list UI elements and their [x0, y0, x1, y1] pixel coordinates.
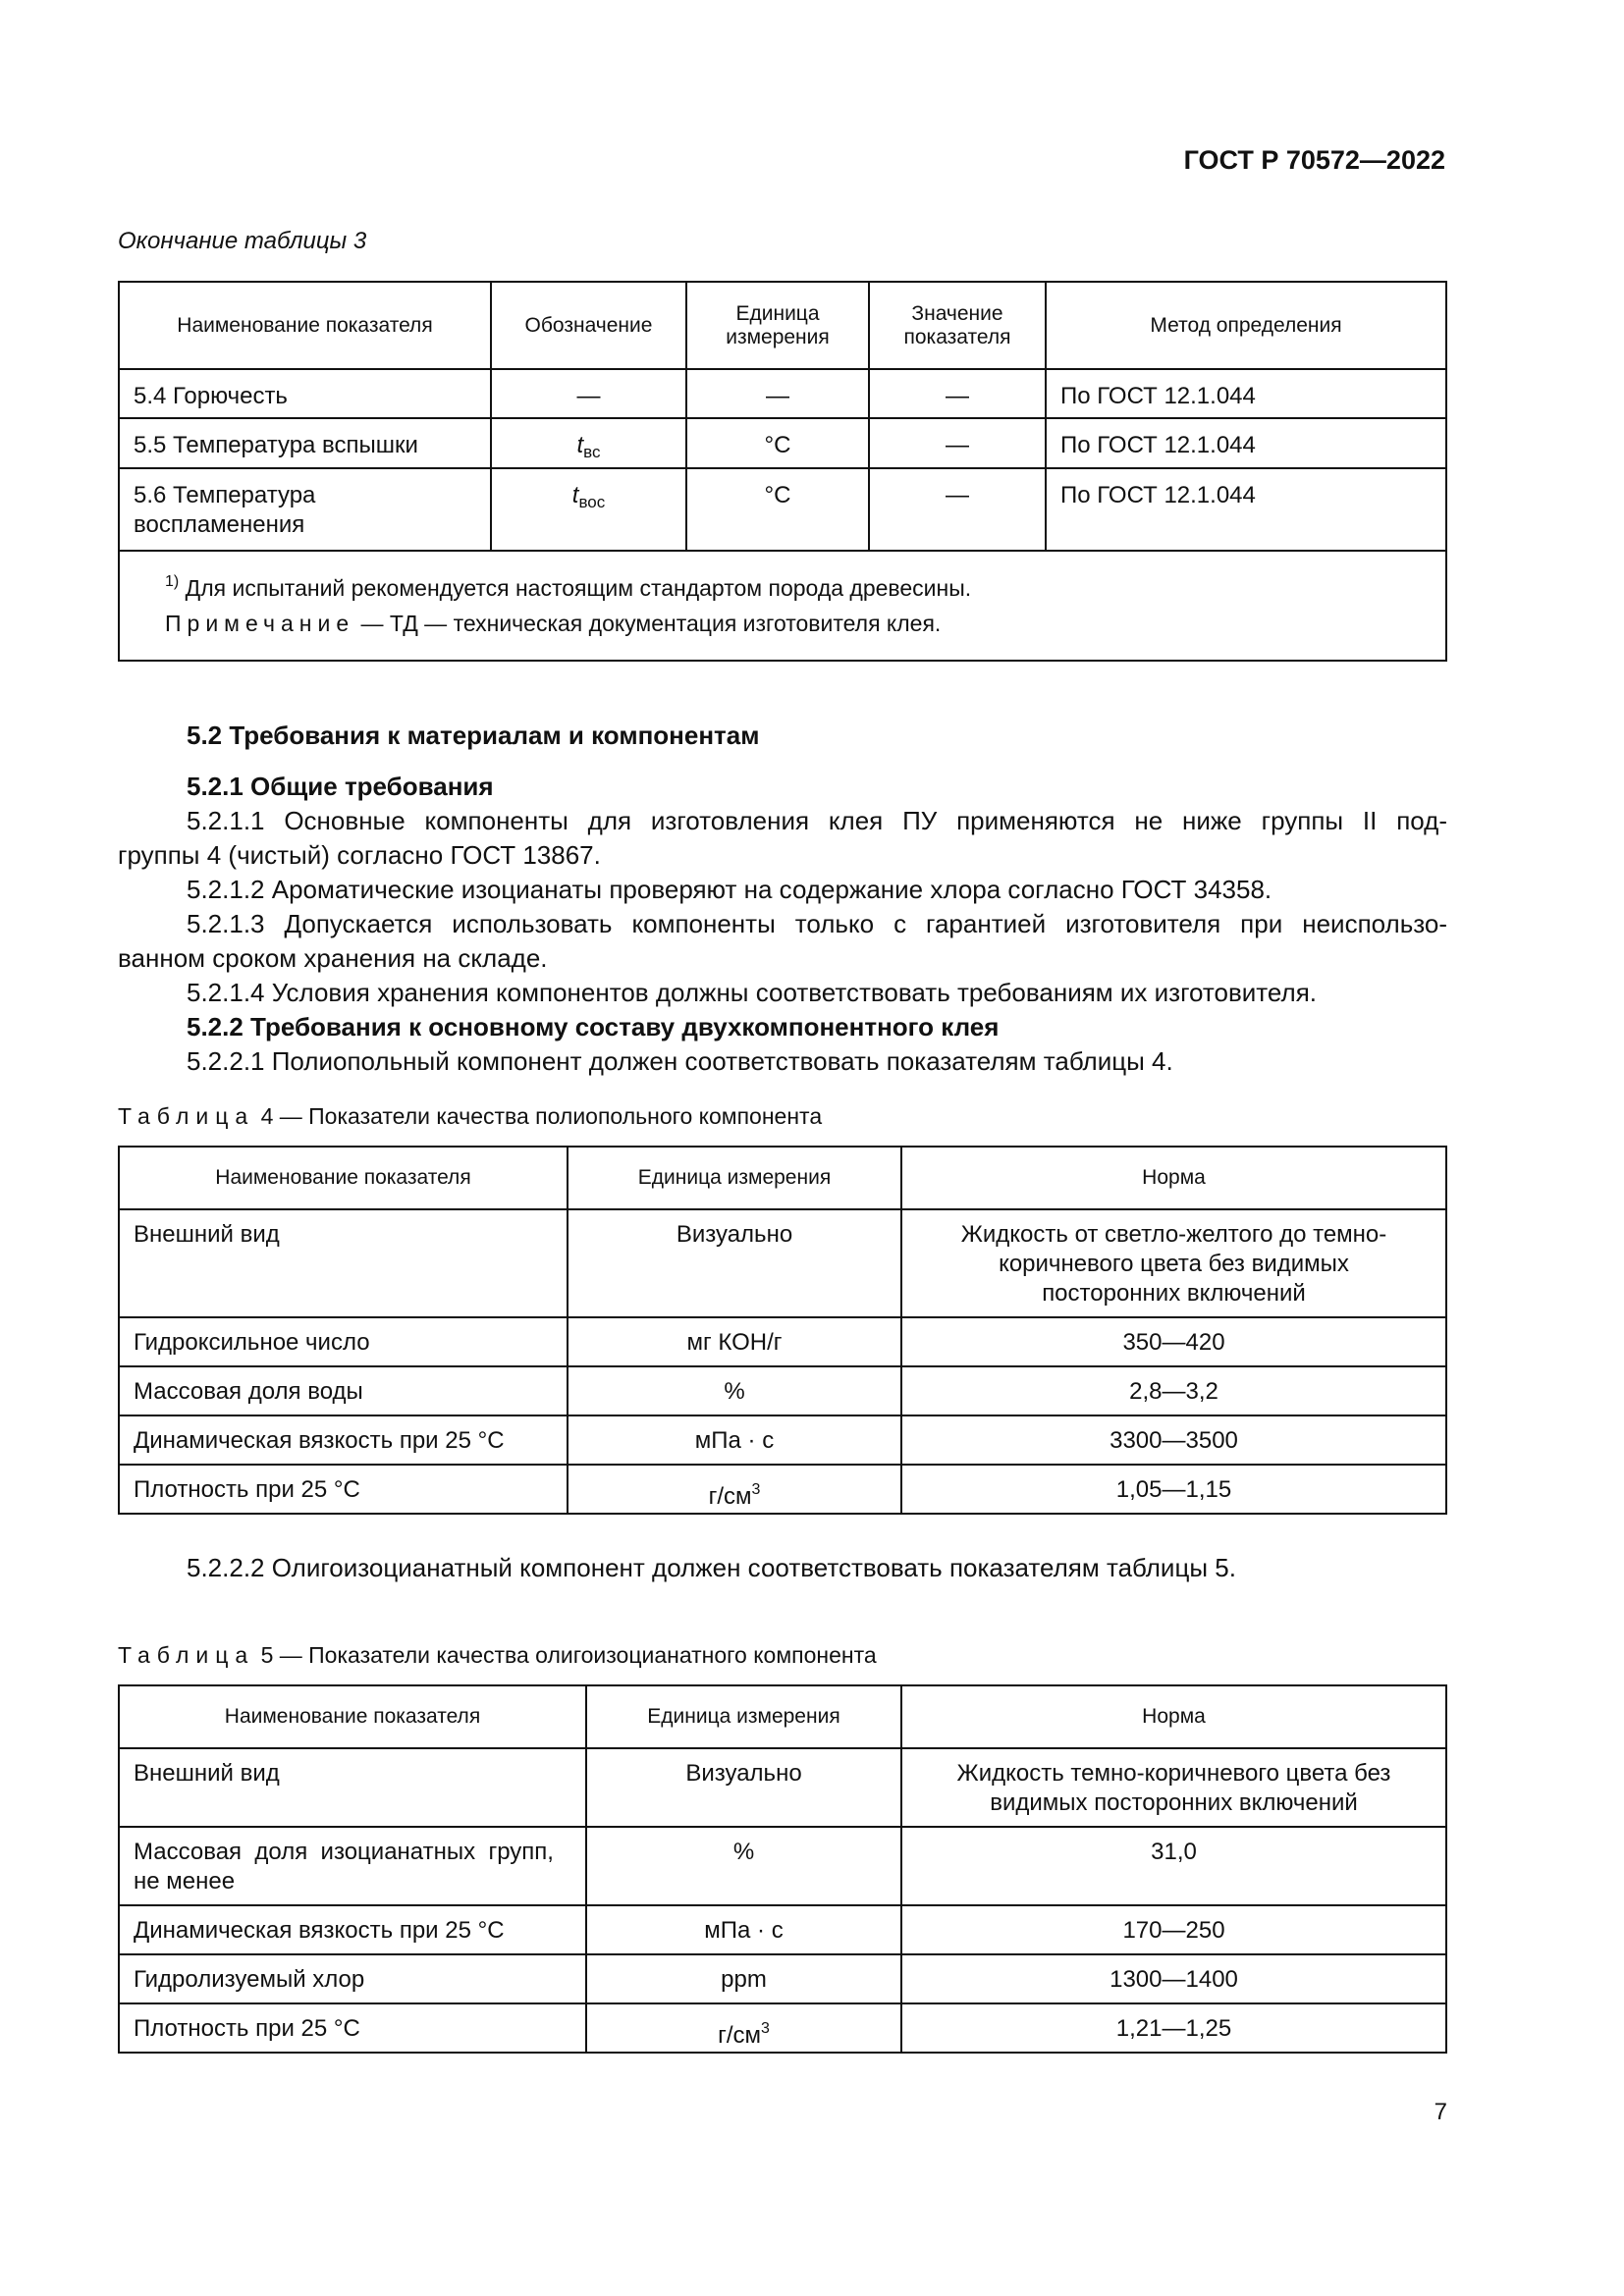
- cell-value: —: [869, 418, 1046, 468]
- cell-norm: 1,05—1,15: [901, 1465, 1446, 1514]
- cell-method: По ГОСТ 12.1.044: [1046, 418, 1446, 468]
- cell-norm: 2,8—3,2: [901, 1366, 1446, 1415]
- cell-unit: [568, 1465, 901, 1514]
- col-header-name: Наименование показателя: [119, 282, 491, 369]
- cell-name-line2: не менее: [134, 1868, 236, 1895]
- heading-5-2: 5.2 Требования к материалам и компонентам: [187, 721, 760, 750]
- cell-name: [119, 468, 491, 551]
- cell-unit: °С: [686, 468, 869, 551]
- cell-norm: 350—420: [901, 1317, 1446, 1366]
- cell-norm-line1: Жидкость от светло-желтого до темно-: [960, 1221, 1387, 1248]
- col-header-symbol: Обозначение: [491, 282, 686, 369]
- symbol-subscript: вс: [583, 443, 601, 461]
- symbol-base: t: [571, 482, 579, 508]
- table4-caption-word: Таблица: [118, 1103, 255, 1129]
- table3-continuation-caption: Окончание таблицы 3: [118, 228, 367, 254]
- cell-name: Динамическая вязкость при 25 °С: [119, 1415, 568, 1465]
- cell-name: Гидроксильное число: [119, 1317, 568, 1366]
- cell-symbol: [491, 418, 686, 468]
- table-3: [118, 281, 1447, 662]
- table4-caption: [118, 1103, 822, 1130]
- cell-unit: мг КОН/г: [568, 1317, 901, 1366]
- col-header-method: Метод определения: [1046, 282, 1446, 369]
- cell-norm-line2: видимых посторонних включений: [990, 1789, 1358, 1816]
- table-header-row: [119, 282, 1446, 369]
- cell-name: Плотность при 25 °С: [119, 1465, 568, 1514]
- cell-norm: [901, 1748, 1446, 1827]
- table-row: [119, 1366, 1446, 1415]
- col-header-value-line2: показателя: [903, 325, 1011, 348]
- cell-value: —: [869, 468, 1046, 551]
- col-header-name: Наименование показателя: [119, 1147, 568, 1209]
- cell-name: Внешний вид: [119, 1209, 568, 1317]
- footnote-text: Для испытаний рекомендуется настоящим стандартом порода древесины.: [185, 575, 972, 601]
- unit-base: г/см: [718, 2022, 761, 2049]
- cell-unit: —: [686, 369, 869, 418]
- cell-unit: мПа · с: [586, 1905, 901, 1954]
- cell-name-line1: 5.6 Температура: [134, 482, 316, 508]
- cell-unit: мПа · с: [568, 1415, 901, 1465]
- cell-norm: 1,21—1,25: [901, 2003, 1446, 2053]
- col-header-unit: Единица измерения: [568, 1147, 901, 1209]
- cell-name: [119, 1827, 586, 1905]
- cell-name: Плотность при 25 °С: [119, 2003, 586, 2053]
- cell-norm: 3300—3500: [901, 1415, 1446, 1465]
- col-header-value-line1: Значение: [911, 301, 1003, 325]
- col-header-name: Наименование показателя: [119, 1685, 586, 1748]
- paragraph-5-2-2-1: 5.2.2.1 Полиопольный компонент должен соответствовать показателям таблицы 4.: [187, 1046, 1173, 1076]
- table-row: [119, 1954, 1446, 2003]
- cell-unit: %: [568, 1366, 901, 1415]
- table-row: [119, 1317, 1446, 1366]
- note: [165, 609, 1432, 650]
- table-row: [119, 418, 1446, 468]
- cell-method: По ГОСТ 12.1.044: [1046, 468, 1446, 551]
- table-row: [119, 2003, 1446, 2053]
- unit-superscript: 3: [751, 1481, 761, 1498]
- symbol-subscript: вос: [578, 493, 606, 511]
- paragraph-5-2-1-1-cont: группы 4 (чистый) согласно ГОСТ 13867.: [118, 840, 601, 870]
- table-5: [118, 1684, 1447, 2054]
- table-row: [119, 1209, 1446, 1317]
- table-row: [119, 1827, 1446, 1905]
- cell-symbol: —: [491, 369, 686, 418]
- cell-value: —: [869, 369, 1046, 418]
- table5-caption-text: 5 — Показатели качества олигоизоцианатного компонента: [260, 1642, 877, 1668]
- col-header-norm: Норма: [901, 1147, 1446, 1209]
- table-row: [119, 1465, 1446, 1514]
- cell-norm: 1300—1400: [901, 1954, 1446, 2003]
- document-id: ГОСТ Р 70572—2022: [1183, 145, 1445, 175]
- cell-name: Динамическая вязкость при 25 °С: [119, 1905, 586, 1954]
- cell-name: Массовая доля воды: [119, 1366, 568, 1415]
- unit-superscript: 3: [761, 2020, 770, 2037]
- cell-symbol: [491, 468, 686, 551]
- cell-unit: ppm: [586, 1954, 901, 2003]
- cell-norm-line3: посторонних включений: [1042, 1280, 1306, 1307]
- table-row: [119, 1415, 1446, 1465]
- footnote: [165, 567, 1432, 609]
- paragraph-5-2-1-2: 5.2.1.2 Ароматические изоцианаты проверяют на содержание хлора согласно ГОСТ 34358.: [187, 875, 1272, 904]
- table-header-row: [119, 1147, 1446, 1209]
- table-notes-row: [119, 551, 1446, 661]
- table5-caption-word: Таблица: [118, 1642, 255, 1668]
- col-header-norm: Норма: [901, 1685, 1446, 1748]
- table4-caption-text: 4 — Показатели качества полиопольного компонента: [260, 1103, 823, 1129]
- paragraph-5-2-2-2: 5.2.2.2 Олигоизоцианатный компонент должен соответствовать показателям таблицы 5.: [187, 1553, 1236, 1582]
- cell-unit: °С: [686, 418, 869, 468]
- table-notes: [119, 551, 1446, 661]
- table-row: [119, 1748, 1446, 1827]
- table-row: [119, 1905, 1446, 1954]
- cell-norm: 31,0: [901, 1827, 1446, 1905]
- col-header-unit: [686, 282, 869, 369]
- paragraph-5-2-1-1: 5.2.1.1 Основные компоненты для изготовления клея ПУ применяются не ниже группы II под-: [187, 806, 1447, 835]
- col-header-unit: Единица измерения: [586, 1685, 901, 1748]
- table-row: [119, 369, 1446, 418]
- col-header-value: [869, 282, 1046, 369]
- paragraph-5-2-1-3-cont: ванном сроком хранения на складе.: [118, 943, 548, 973]
- table-4: [118, 1146, 1447, 1515]
- cell-unit: Визуально: [568, 1209, 901, 1317]
- cell-norm: 170—250: [901, 1905, 1446, 1954]
- cell-method: По ГОСТ 12.1.044: [1046, 369, 1446, 418]
- symbol-base: t: [576, 432, 584, 458]
- col-header-unit-line2: измерения: [726, 325, 830, 348]
- cell-name: Гидролизуемый хлор: [119, 1954, 586, 2003]
- col-header-unit-line1: Единица: [735, 301, 820, 325]
- paragraph-5-2-1-4: 5.2.1.4 Условия хранения компонентов должны соответствовать требованиям их изготовителя.: [187, 978, 1317, 1007]
- note-text: — ТД — техническая документация изготовителя клея.: [360, 611, 942, 636]
- heading-5-2-1: 5.2.1 Общие требования: [187, 772, 494, 801]
- table-row: [119, 468, 1446, 551]
- table5-caption: [118, 1642, 877, 1669]
- cell-unit: %: [586, 1827, 901, 1905]
- page-number: 7: [1434, 2099, 1447, 2125]
- cell-name: Внешний вид: [119, 1748, 586, 1827]
- cell-unit: [586, 2003, 901, 2053]
- note-label: Примечание: [165, 611, 355, 636]
- cell-name-line1: Массовая доля изоцианатных групп,: [134, 1839, 554, 1865]
- unit-base: г/см: [708, 1483, 752, 1510]
- cell-name-line2: воспламенения: [134, 511, 305, 538]
- cell-unit: Визуально: [586, 1748, 901, 1827]
- paragraph-5-2-1-3: 5.2.1.3 Допускается использовать компоненты только с гарантией изготовителя при неиспользо-: [187, 909, 1447, 938]
- footnote-mark: 1): [165, 573, 180, 590]
- cell-name: 5.4 Горючесть: [119, 369, 491, 418]
- cell-name: 5.5 Температура вспышки: [119, 418, 491, 468]
- cell-norm-line2: коричневого цвета без видимых: [999, 1251, 1349, 1277]
- heading-5-2-2: 5.2.2 Требования к основному составу двухкомпонентного клея: [187, 1012, 1000, 1041]
- cell-norm-line1: Жидкость темно-коричневого цвета без: [956, 1760, 1391, 1787]
- table-header-row: [119, 1685, 1446, 1748]
- cell-norm: [901, 1209, 1446, 1317]
